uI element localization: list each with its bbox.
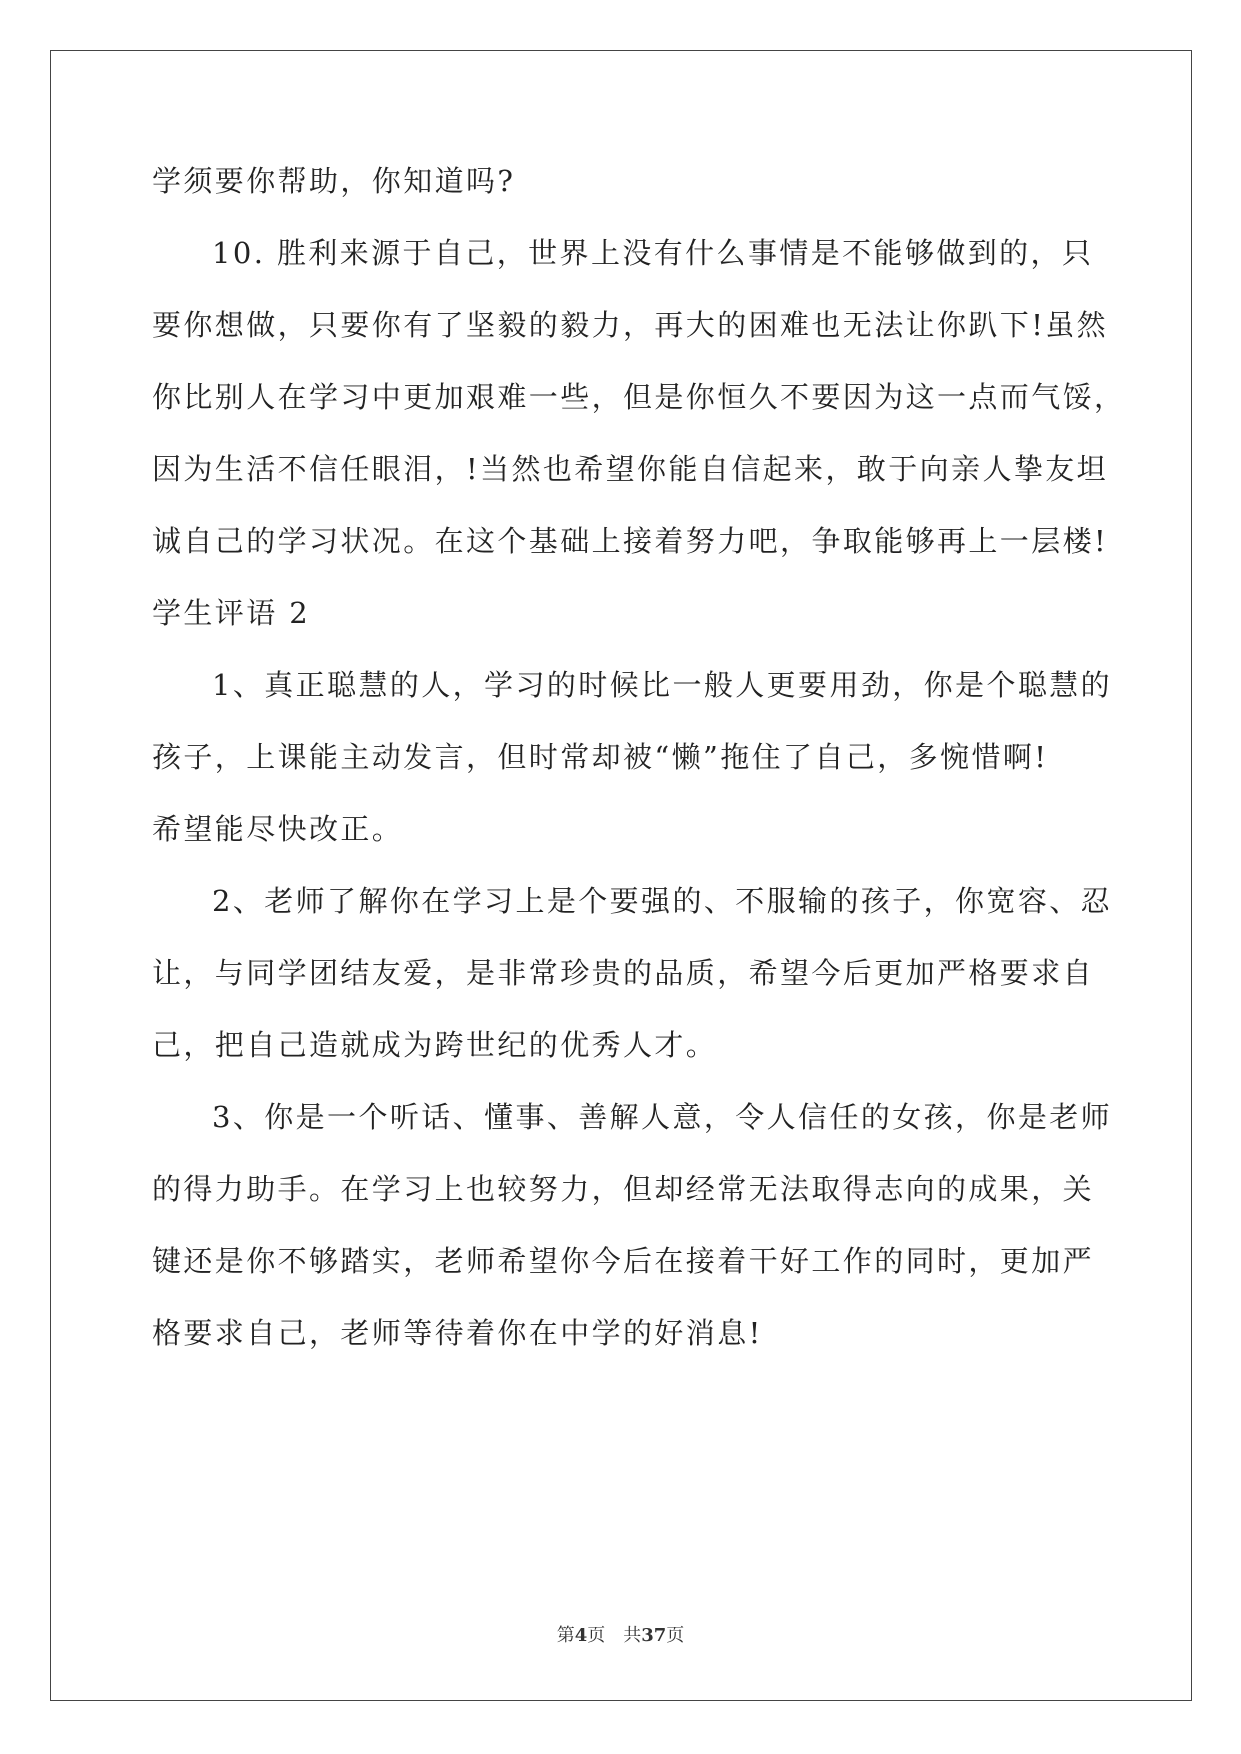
page-border [50, 50, 1192, 1701]
footer-page-number: 4 [574, 1625, 588, 1646]
text-line: 要你想做，只要你有了坚毅的毅力，再大的困难也无法让你趴下!虽然 [152, 308, 1109, 342]
footer-page-prefix: 第 [556, 1625, 575, 1646]
footer-total-suffix: 页 [666, 1625, 685, 1646]
footer-page-suffix: 页 [587, 1625, 606, 1646]
page-footer [0, 1624, 1241, 1648]
footer-total-number: 37 [641, 1625, 667, 1646]
text-line: 格要求自己，老师等待着你在中学的好消息! [152, 1316, 763, 1350]
text-line: 10. 胜利来源于自己，世界上没有什么事情是不能够做到的，只 [212, 236, 1094, 270]
text-line: 孩子，上课能主动发言，但时常却被“懒”拖住了自己，多惋惜啊! [152, 740, 1049, 774]
text-line: 诚自己的学习状况。在这个基础上接着努力吧，争取能够再上一层楼! [152, 524, 1109, 558]
text-line: 的得力助手。在学习上也较努力，但却经常无法取得志向的成果，关 [152, 1172, 1095, 1206]
text-line: 你比别人在学习中更加艰难一些，但是你恒久不要因为这一点而气馁， [152, 380, 1126, 414]
text-line: 希望能尽快改正。 [152, 812, 404, 846]
text-line: 1、真正聪慧的人，学习的时候比一般人更要用劲，你是个聪慧的 [212, 668, 1113, 702]
text-line: 因为生活不信任眼泪，!当然也希望你能自信起来，敢于向亲人挚友坦 [152, 452, 1109, 486]
text-line: 学须要你帮助，你知道吗? [152, 164, 516, 198]
text-line: 让，与同学团结友爱，是非常珍贵的品质，希望今后更加严格要求自 [152, 956, 1095, 990]
text-line: 3、你是一个听话、懂事、善解人意，令人信任的女孩，你是老师 [212, 1100, 1113, 1134]
text-line: 2、老师了解你在学习上是个要强的、不服输的孩子，你宽容、忍 [212, 884, 1113, 918]
text-line: 己，把自己造就成为跨世纪的优秀人才。 [152, 1028, 718, 1062]
footer-total-prefix: 共 [623, 1625, 642, 1646]
text-line: 键还是你不够踏实，老师希望你今后在接着干好工作的同时，更加严 [152, 1244, 1095, 1278]
section-heading: 学生评语 2 [152, 596, 311, 630]
